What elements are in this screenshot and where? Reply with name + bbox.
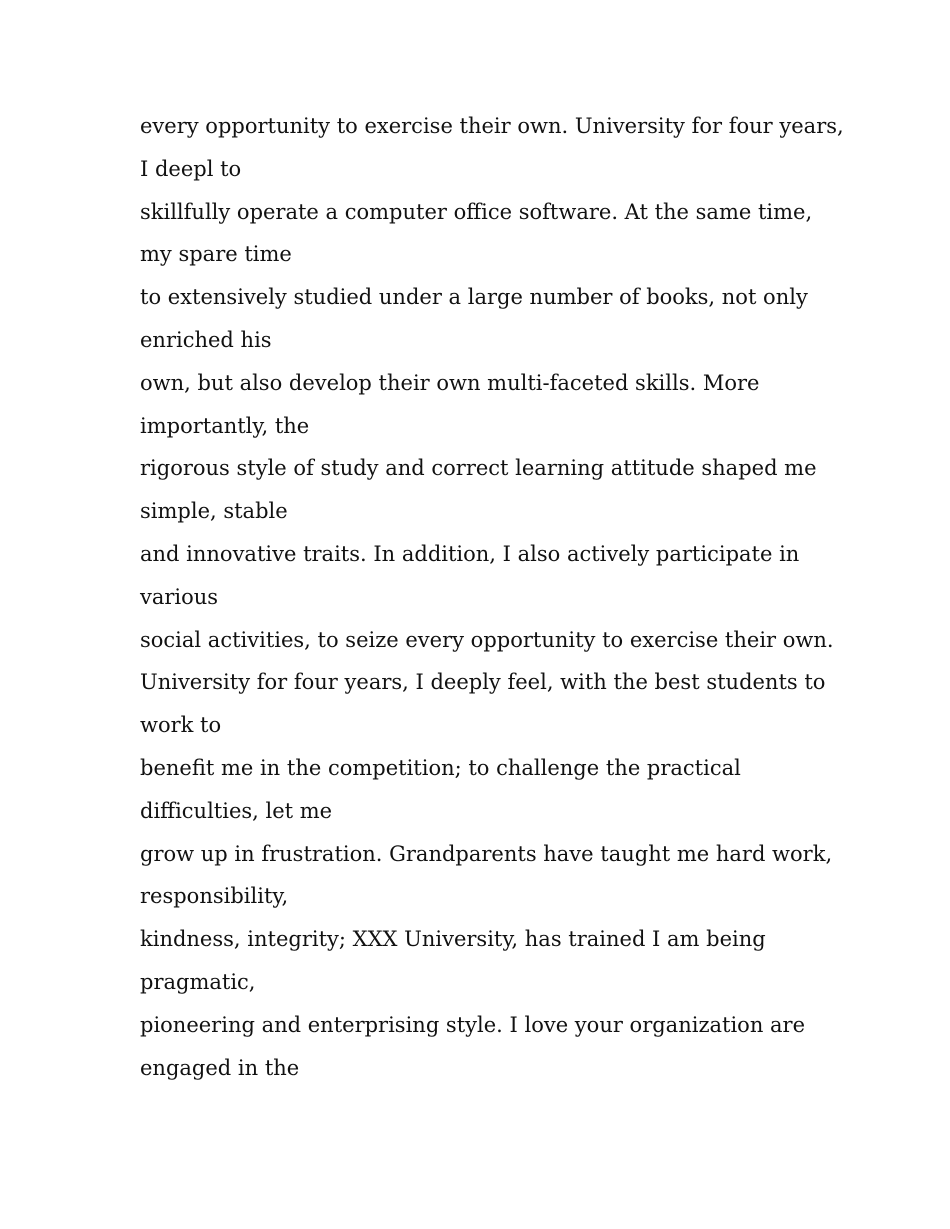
text-line: every opportunity to exercise their own. University for four years,: [140, 114, 844, 138]
text-line: pioneering and enterprising style. I love your organization are: [140, 1012, 806, 1037]
text-line: benefit me in the competition; to challenge the practical: [140, 755, 741, 780]
text-line: grow up in frustration. Grandparents have taught me hard work,: [140, 841, 833, 866]
text-line: and innovative traits. In addition, I also actively participate in: [140, 541, 800, 566]
text-line: own, but also develop their own multi-faceted skills. More: [140, 370, 760, 395]
text-line: kindness, integrity; XXX University, has trained I am being: [140, 927, 766, 952]
text-line: simple, stable: [140, 499, 288, 524]
text-line: I deepl to: [140, 156, 242, 181]
text-line: engaged in the: [140, 1055, 300, 1080]
text-line: social activities, to seize every opportunity to exercise their own.: [140, 627, 834, 652]
text-line: pragmatic,: [140, 969, 256, 994]
text-line: University for four years, I deeply feel, with the best students to: [140, 670, 826, 695]
text-line: importantly, the: [140, 413, 310, 438]
text-line: difficulties, let me: [140, 798, 333, 823]
text-line: my spare time: [140, 242, 292, 267]
text-line: to extensively studied under a large number of books, not only: [140, 285, 808, 310]
text-line: work to: [140, 713, 222, 738]
text-line: rigorous style of study and correct learning attitude shaped me: [140, 456, 817, 481]
text-line: enriched his: [140, 327, 272, 352]
body-text: [140, 105, 844, 1089]
text-line: various: [140, 584, 219, 609]
text-line: responsibility,: [140, 884, 289, 909]
text-line: skillfully operate a computer office software. At the same time,: [140, 199, 813, 224]
